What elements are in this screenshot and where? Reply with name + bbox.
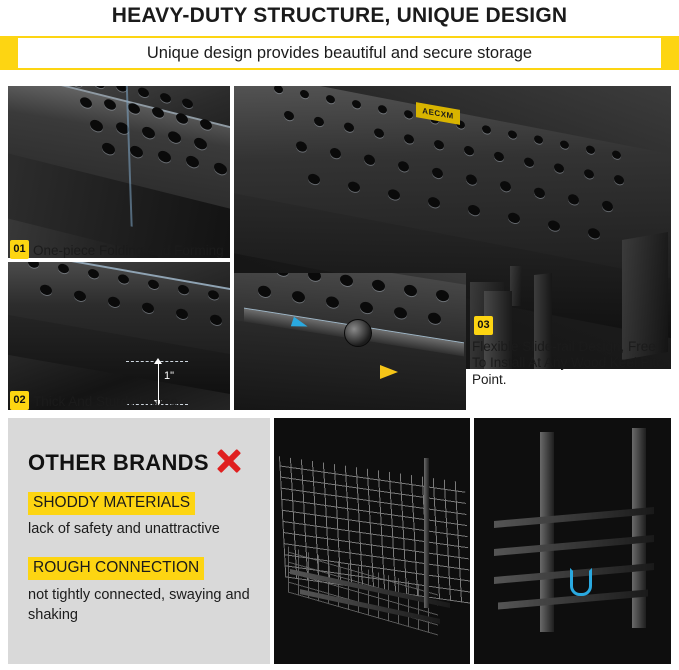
feature-badge-01: 01 <box>10 240 29 259</box>
comparison-point-1-highlight: SHODDY MATERIALS <box>28 492 195 515</box>
panel3-dimension-label: 1" <box>164 370 175 382</box>
comparison-title: OTHER BRANDS <box>28 450 209 475</box>
page-title: HEAVY-DUTY STRUCTURE, UNIQUE DESIGN <box>111 4 568 27</box>
comparison-point-1-detail: lack of safety and unattractive <box>28 521 220 537</box>
comparison-text-panel <box>8 418 270 664</box>
panel3-dimension-arrow-up <box>154 358 162 364</box>
comparison-section <box>8 418 671 664</box>
comparison-point-2-highlight: ROUGH CONNECTION <box>28 557 204 580</box>
bracket-crossbar-1 <box>494 507 654 528</box>
subtitle-container <box>18 38 661 68</box>
photo-competitor-wire-shelf <box>274 418 470 664</box>
page-subtitle: Unique design provides beautiful and secure storage <box>146 43 533 62</box>
photo-competitor-bracket <box>474 418 671 664</box>
bracket-post-right <box>632 428 646 628</box>
feature-badge-02: 02 <box>10 391 29 410</box>
feature-caption-03: Flexible Slide-rail Design, Free To Install At Any Wood Keel Pitch Point. <box>472 339 671 387</box>
yellow-pointer-arrow <box>380 365 398 379</box>
feature-badge-03: 03 <box>474 316 493 335</box>
feature-caption-02: Thick And Sturdy Frame <box>33 394 178 409</box>
comparison-point-2-detail: not tightly connected, swaying and shaking <box>28 587 250 623</box>
panel4-bolt <box>344 319 372 347</box>
bracket-crossbar-2 <box>494 535 654 556</box>
wire-shelf-post <box>424 458 429 608</box>
blue-hook-highlight <box>570 568 592 596</box>
photo-one-piece-folding <box>8 86 230 258</box>
photo-thick-frame <box>8 262 230 410</box>
brand-logo: AECXM <box>416 102 460 125</box>
red-x-icon <box>213 446 243 476</box>
feature-caption-01: One-piece Folding And Forming <box>33 243 224 258</box>
photo-slide-rail-closeup <box>234 273 466 410</box>
header <box>0 0 679 74</box>
